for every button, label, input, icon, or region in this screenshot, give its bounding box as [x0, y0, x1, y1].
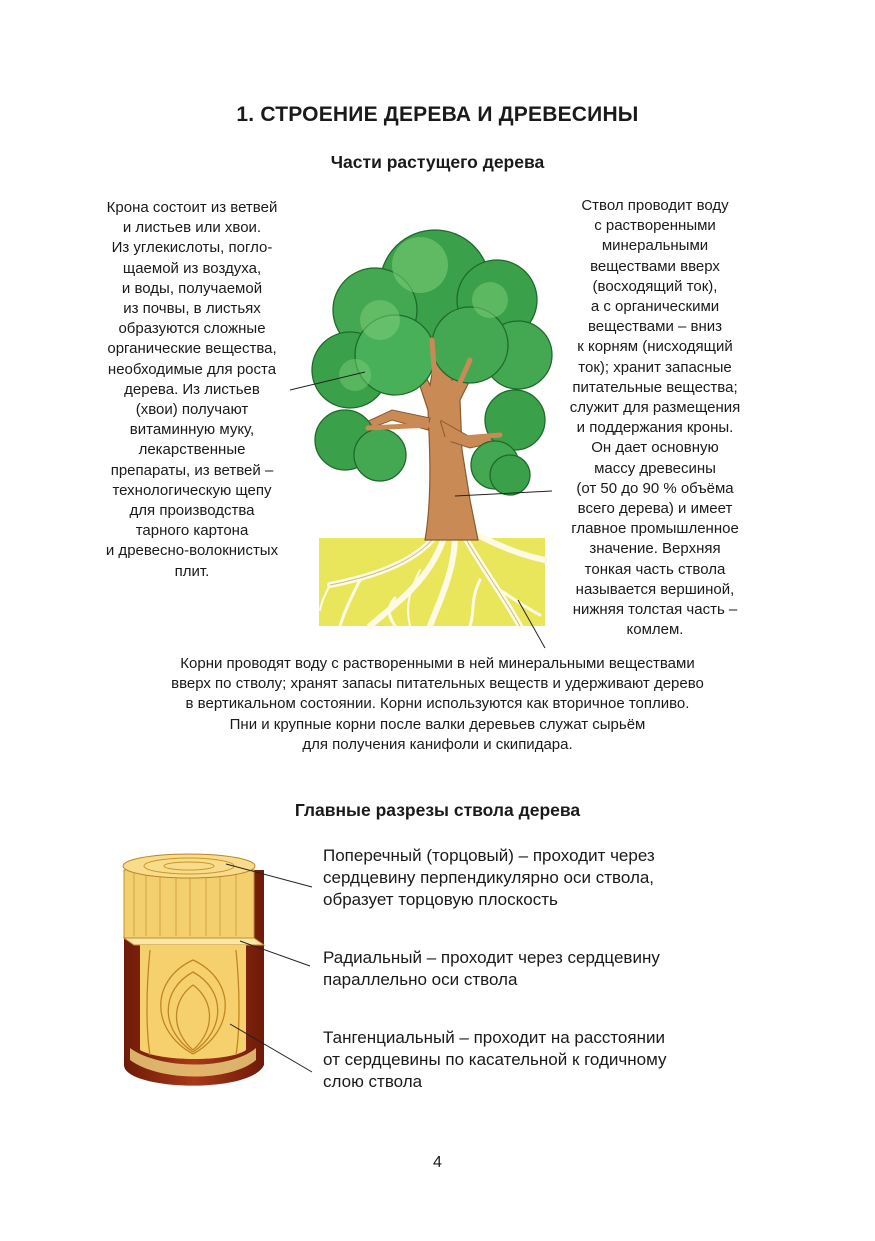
tangential-face [140, 945, 246, 1059]
roots-description: Корни проводят воду с растворенными в ней минеральными веществами вверх по стволу; хранят запасы питательных веществ и удерживают дерево в вертикальном состоянии. Корни используются как вторичное топливо. Пни и крупные корни после валки деревьев служат сырьём для получения канифоли и скипидара. [171, 655, 704, 753]
tree-parts-heading: Части растущего дерева [330, 152, 545, 172]
radial-face-top [124, 870, 254, 938]
trunk-description: Ствол проводит воду с растворенными минеральными веществами вверх (восходящий ток), а с органическими веществами – вниз к корням (нисходящий ток); хранит запасные питательные вещества; служит для размещения и поддержания кроны. Он дает основную массу древесины (от 50 до 90 % объёма всего дерева) и имеет главное промышленное значение. Верхняя тонкая часть ствола называется вершиной, нижняя толстая часть – комлем. [569, 197, 741, 639]
tangential-cut-description: Тангенциальный – проходит на расстоянии от сердцевины по касательной к годичному слою ствола [323, 1028, 667, 1091]
page-title: 1. СТРОЕНИЕ ДЕРЕВА И ДРЕВЕСИНЫ [236, 103, 639, 126]
page-number: 4 [433, 1154, 442, 1171]
crown-description: Крона состоит из ветвей и листьев или хвои. Из углекислоты, погло- щаемой из воздуха, и воды, получаемой из почвы, в листьях образуются сложные органические вещества, необходимые для роста дерева. Из листьев (хвои) получают витаминную муку, лекарственные препараты, из ветвей – технологическую щепу для производства тарного картона и древесно-волокнистых плит. [105, 199, 279, 580]
radial-cut-description: Радиальный – проходит через сердцевину параллельно оси ствола [323, 948, 660, 989]
trunk-cuts-heading: Главные разрезы ствола дерева [294, 800, 581, 820]
cross-cut-description: Поперечный (торцовый) – проходит через сердцевину перпендикулярно оси ствола, образует торцовую плоскость [323, 846, 655, 909]
